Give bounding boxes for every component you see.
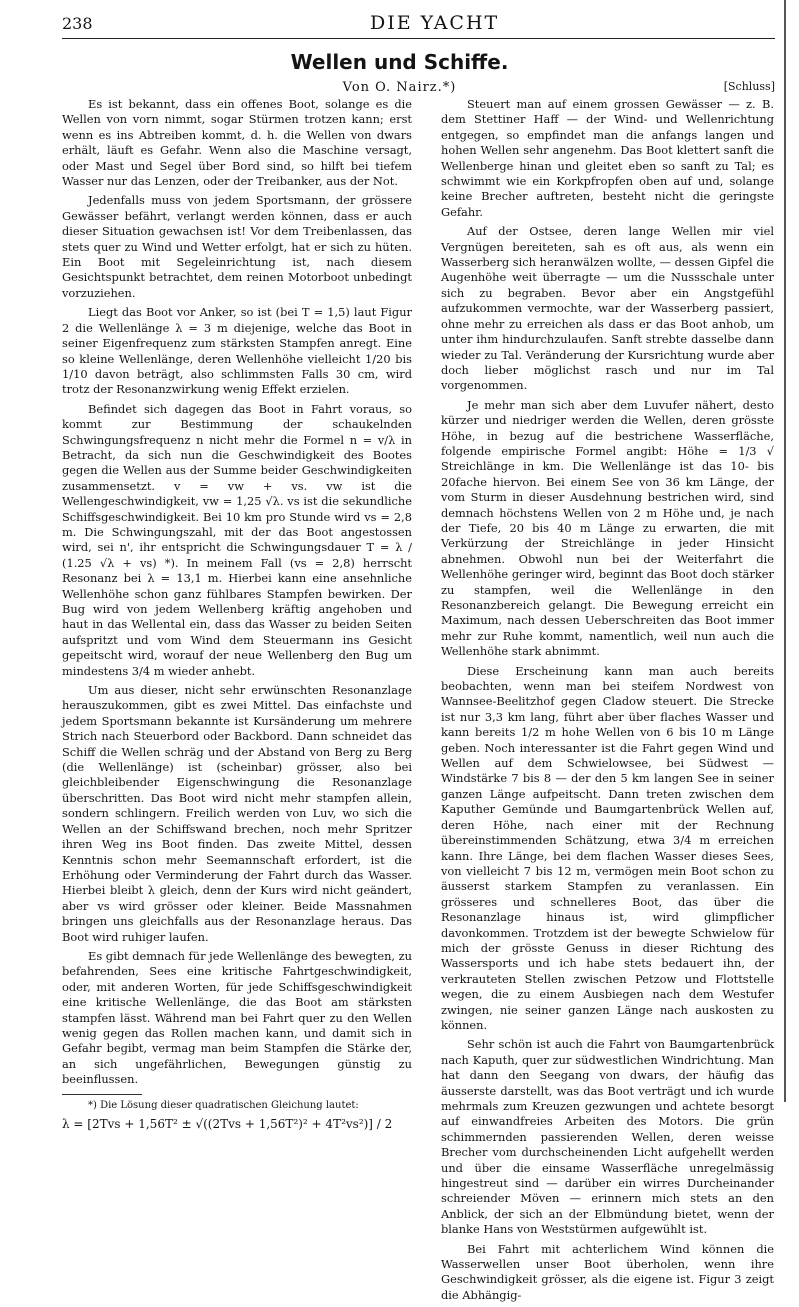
paragraph: Es gibt demnach für jede Wellenlänge des bewegten, zu befahrenden, Sees eine kritische Fahrtgeschwindigkeit, oder, mit anderen Worten, für jede Schiffsgeschwindigkeit eine kritische Wellenlänge, die das Boot am stärksten stampfen lässt. Während man bei Fahrt quer zu den Wellen wenig gegen das Rollen machen kann, und damit sich in Gefahr begibt, vermag man beim Stampfen die Stärke der, an sich ungefährlichen, Bewegungen günstig zu beeinflussen. [62,948,412,1087]
header-rule [62,38,775,39]
binding-edge [784,0,786,1102]
paragraph: Liegt das Boot vor Anker, so ist (bei T = 1,5) laut Figur 2 die Wellenlänge λ = 3 m diejenige, welche das Boot in seiner Eigenfrequenz zum stärksten Stampfen anregt. Eine so kleine Wellenlänge, deren Wellenhöhe vielleicht 1/20 bis 1/10 davon beträgt, also schlimmsten Falls 30 cm, wird trotz der Resonanzwirkung wenig Effekt erzielen. [62,305,412,397]
paragraph: Diese Erscheinung kann man auch bereits beobachten, wenn man bei steifem Nordwest von Wannsee-Beelitzhof gegen Cladow steuert. Die Strecke ist nur 3,3 km lang, führt aber über flaches Wasser und kann bereits 1/2 m hohe Wellen von 6 bis 10 m Länge geben. Noch interessanter ist die Fahrt gegen Wind und Wellen auf dem Schwielowsee, bei Südwest — Windstärke 7 bis 8 — der den 5 km langen See in seiner ganzen Länge aufpeitscht. Dann treten zwischen dem Kaputher Gemünde und Baumgartenbrück Wellen auf, deren Höhe, nach einer mit der Rechnung übereinstimmenden Schätzung, etwa 3/4 m erreichen kann. Ihre Länge, bei dem flachen Wasser dieses Sees, von vielleicht 7 bis 12 m, vermögen mein Boot schon zu äusserst starkem Stampfen zu veranlassen. Ein grösseres und schnelleres Boot, das über die Resonanzlage hinaus ist, wird glimpflicher davonkommen. Trotzdem ist der bewegte Schwielow für mich der grösste Genuss in dieser Richtung des Wassersports und ich habe stets bedauert ihn, der verkrauteten Stellen zwischen Petzow und Flottstelle wegen, die zu einem Ausbiegen nach dem Westufer zwingen, nie seiner ganzen Länge nach auskosten zu können. [441,663,774,1032]
paragraph: Steuert man auf einem grossen Gewässer — z. B. dem Stettiner Haff — der Wind- und Wellenrichtung entgegen, so empfindet man die anfangs langen und hohen Wellen sehr angenehm. Das Boot klettert sanft die Wellenberge hinan und gleitet eben so sanft zu Tal; es schwimmt wie ein Korkpfropfen oben auf und, solange keine Brecher auftreten, besteht nicht die geringste Gefahr. [441,97,774,219]
right-column [441,97,774,1307]
paragraph: Jedenfalls muss von jedem Sportsmann, der grössere Gewässer befährt, verlangt werden können, dass er auch dieser Situation gewachsen ist! Vor dem Treibenlassen, das stets quer zu Wind und Wetter erfolgt, hat er sich zu hüten. Ein Boot mit Segeleinrichtung ist, nach diesem Gesichtspunkt betrachtet, dem reinen Motorboot unbedingt vorzuziehen. [62,193,412,300]
paragraph: Je mehr man sich aber dem Luvufer nähert, desto kürzer und niedriger werden die Wellen, deren grösste Höhe, in bezug auf die bestrichene Wasserfläche, folgende empirische Formel angibt: Höhe = 1/3 √ Streichlänge in km. Die Wellenlänge ist das 10- bis 20fache hiervon. Bei einem See von 36 km Länge, der vom Sturm in dieser Ausdehnung bestrichen wird, sind demnach höchstens Wellen von 2 m Höhe und, je nach der Tiefe, 20 bis 40 m Länge zu erwarten, die mit Verkürzung der Streichlänge in jeder Hinsicht abnehmen. Obwohl nun bei der Weiterfahrt die Wellenhöhe geringer wird, beginnt das Boot doch stärker zu stampfen, weil die Wellenlänge in den Resonanzbereich gelangt. Die Bewegung erreicht ein Maximum, nach dessen Ueberschreiten das Boot immer mehr zur Ruhe kommt, namentlich, weil nun auch die Wellenhöhe stark abnimmt. [441,397,774,659]
paragraph: Um aus dieser, nicht sehr erwünschten Resonanzlage herauszukommen, gibt es zwei Mittel. Das einfachste und jedem Sportsmann bekannte ist Kursänderung um mehrere Strich nach Steuerbord oder Backbord. Dann schneidet das Schiff die Wellen schräg und der Abstand von Berg zu Berg (die Wellenlänge) ist (scheinbar) grösser, also bei gleichbleibender Eigenschwingung die Resonanzlage überschritten. Das Boot wird nicht mehr stampfen allein, sondern schlingern. Freilich werden von Luv, wo sich die Wellen an der Schiffswand brechen, noch mehr Spritzer ihren Weg ins Boot finden. Das zweite Mittel, dessen Kenntnis schon mehr Seemannschaft erfordert, ist die Erhöhung oder Verminderung der Fahrt durch das Wasser. Hierbei bleibt λ gleich, denn der Kurs wird nicht geändert, aber vs wird grösser oder kleiner. Beide Massnahmen bringen uns gleichfalls aus der Resonanzlage heraus. Das Boot wird ruhiger laufen. [62,683,412,944]
left-column [62,97,412,1132]
paragraph: Sehr schön ist auch die Fahrt von Baumgartenbrück nach Kaputh, quer zur südwestlichen Windrichtung. Man hat dann den Seegang von dwars, der häufig das äusserste darstellt, was das Boot verträgt und ich wurde mehrmals zum Kreuzen gezwungen und achtete besorgt auf einwandfreies Arbeiten des Motors. Die grün schimmernden passierenden Wellen, deren weisse Brecher vom durchscheinenden Licht aufgehellt werden und über die einsame Wasserfläche unregelmässig hingestreut sind — darüber ein wirres Durcheinander schreiender Möven — erinnern mich stets an den Anblick, der sich an der Elbmündung bietet, wenn der blanke Hans von Weststürmen aufgewühlt ist. [441,1037,774,1237]
page-number: 238 [62,14,93,33]
continuation-marker: [Schluss] [723,80,775,93]
paragraph: Es ist bekannt, dass ein offenes Boot, solange es die Wellen von vorn nimmt, sogar Stürmen trotzen kann; erst wenn es ins Abtreiben kommt, d. h. die Wellen von dwars erhält, läuft es Gefahr. Wenn also die Maschine versagt, oder Mast und Segel über Bord sind, so hilft bei tiefem Wasser nur das Lenzen, oder der Treibanker, aus der Not. [62,97,412,189]
running-title: DIE YACHT [370,12,500,34]
footnote-rule [62,1094,142,1095]
paragraph: Auf der Ostsee, deren lange Wellen mir viel Vergnügen bereiteten, sah es oft aus, als wenn ein Wasserberg sich heranwälzen wollte, — dessen Gipfel die Augenhöhe weit überragte — um die Nussschale unter sich zu begraben. Bevor aber ein Angstgefühl aufzukommen vermochte, war der Wasserberg passiert, ohne mehr zu erreichen als dass er das Boot anhob, um unter ihm hindurchzulaufen. Sanft strebte dasselbe dann wieder zu Tal. Veränderung der Kursrichtung wurde aber doch lieber möglichst rasch und nur im Tal vorgenommen. [441,224,774,393]
footnote-formula: λ = [2Tvs + 1,56T² ± √((2Tvs + 1,56T²)² + 4T²vs²)] / 2 [62,1116,393,1131]
article-title: Wellen und Schiffe. [290,50,509,74]
paragraph: Befindet sich dagegen das Boot in Fahrt voraus, so kommt zur Bestimmung der schaukelnden Schwingungsfrequenz n nicht mehr die Formel n = v/λ in Betracht, da sich nun die Geschwindigkeit des Bootes gegen die Wellen aus der Summe beider Geschwindigkeiten zusammensetzt. v = vw + vs. vw ist die Wellengeschwindigkeit, vw = 1,25 √λ. vs ist die sekundliche Schiffsgeschwindigkeit. Bei 10 km pro Stunde wird vs = 2,8 m. Die Schwingungszahl, mit der das Boot angestossen wird, sei n', ihr entspricht die Schwingungsdauer T = λ / (1.25 √λ + vs) *). In meinem Fall (vs = 2,8) herrscht Resonanz bei λ = 13,1 m. Hierbei kann eine ansehnliche Wellenhöhe schon ganz fühlbares Stampfen bewirken. Der Bug wird von jedem Wellenberg kräftig angehoben und haut in das Wellental ein, dass das Wasser zu beiden Seiten aufspritzt und vom Wind dem Steuermann ins Gesicht gepeitscht wird, worauf der neue Wellenberg den Bug um mindestens 3/4 m wieder anhebt. [62,401,412,678]
article-author: Von O. Nairz.*) [342,80,457,95]
paragraph: Bei Fahrt mit achterlichem Wind können die Wasserwellen unser Boot überholen, wenn ihre Geschwindigkeit grösser, als die eigene ist. Figur 3 zeigt die Abhängig- [441,1241,774,1302]
footnote-text: *) Die Lösung dieser quadratischen Gleichung lautet: [88,1099,359,1111]
